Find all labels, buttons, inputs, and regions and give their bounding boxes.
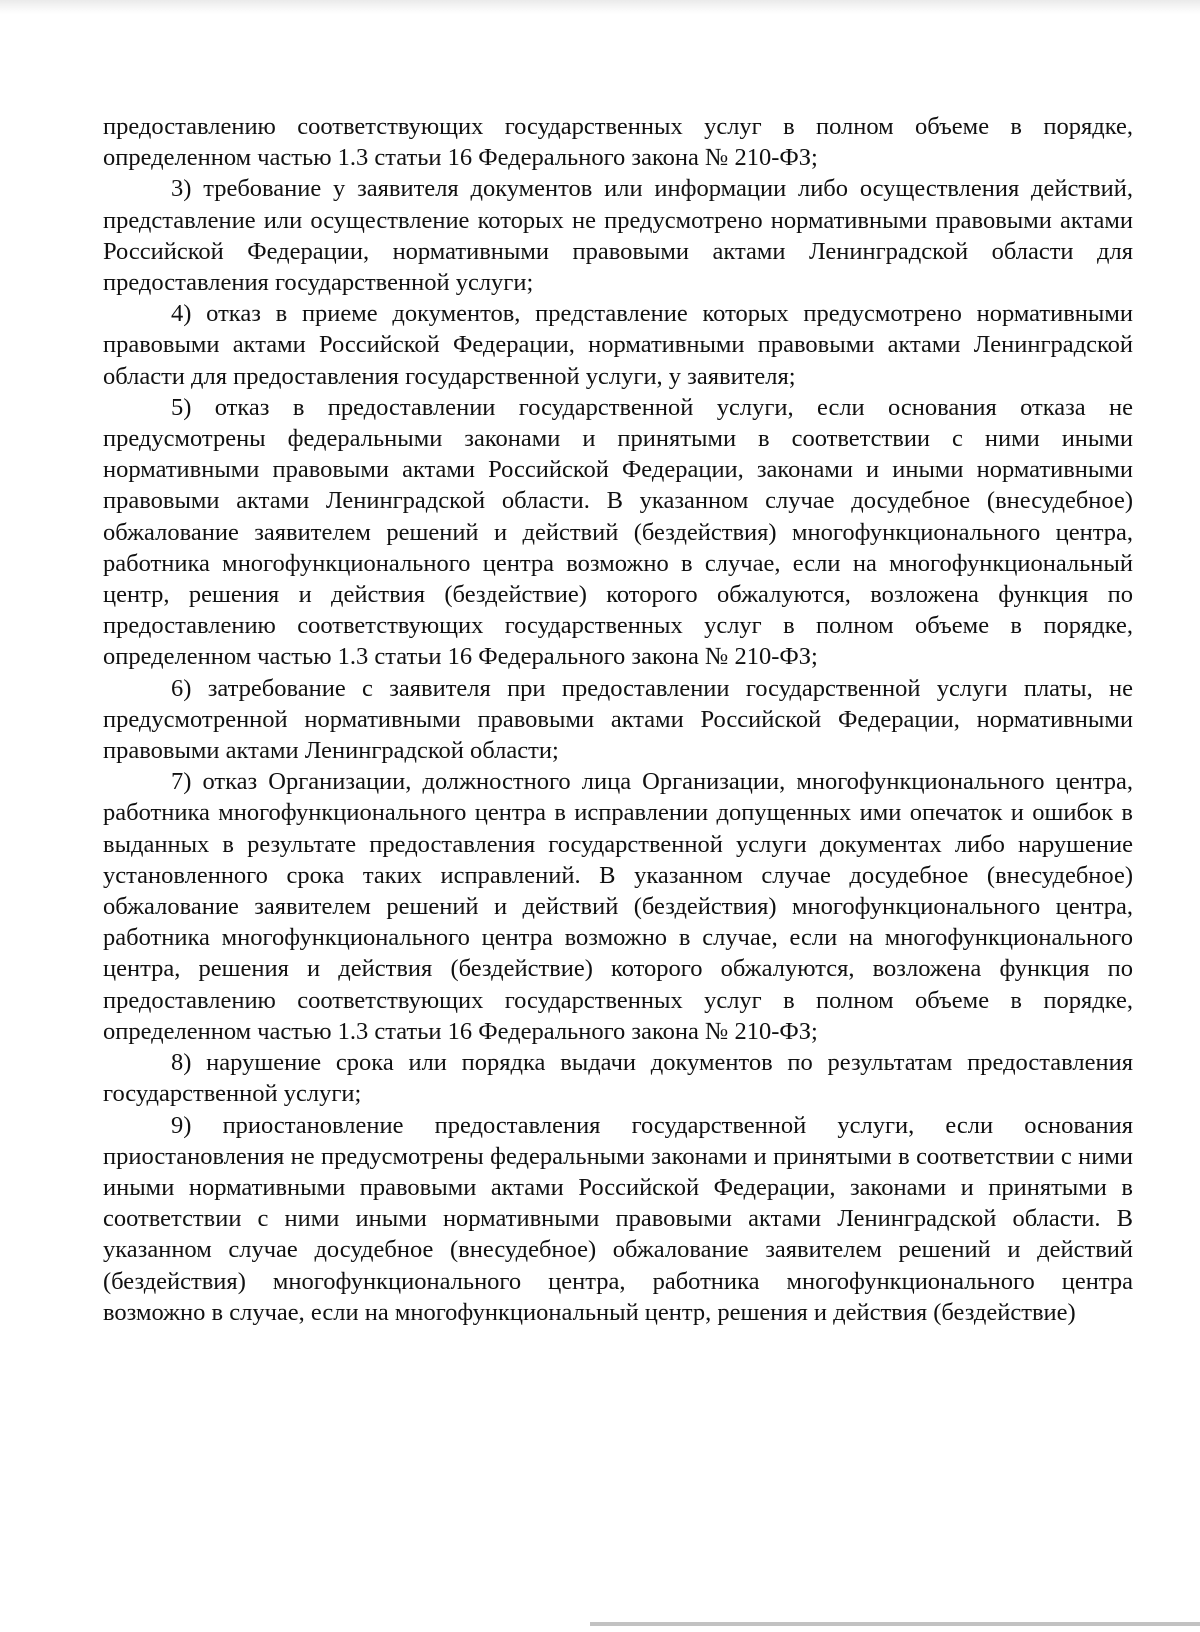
scan-bottom-edge <box>590 1622 1200 1626</box>
document-body <box>103 111 1133 1328</box>
paragraph-item-3: 3) требование у заявителя документов или информации либо осуществления действий, представление или осуществление которых не предусмотрено нормативными правовыми актами Российской Федерации, нормативными правовыми актами Ленинградской области для предоставления государственной услуги; <box>103 175 1133 297</box>
paragraph-item-9: 9) приостановление предоставления государственной услуги, если основания приостановления не предусмотрены федеральными законами и принятыми в соответствии с ними иными нормативными правовыми актами Российской Федерации, законами и принятыми в соответствии с ними иными нормативными правовыми актами Ленинградской области. В указанном случае досудебное (внесудебное) обжалование заявителем решений и действий (бездействия) многофункционального центра, работника многофункционального центра возможно в случае, если на многофункциональный центр, решения и действия (бездействие) <box>103 1111 1133 1326</box>
paragraph-item-8: 8) нарушение срока или порядка выдачи документов по результатам предоставления государственной услуги; <box>103 1049 1133 1108</box>
paragraph-item-5: 5) отказ в предоставлении государственной услуги, если основания отказа не предусмотрены федеральными законами и принятыми в соответствии с ними иными нормативными правовыми актами Российской Федерации, законами и иными нормативными правовыми актами Ленинградской области. В указанном случае досудебное (внесудебное) обжалование заявителем решений и действий (бездействия) многофункционального центра, работника многофункционального центра возможно в случае, если на многофункциональный центр, решения и действия (бездействие) которого обжалуются, возложена функция по предоставлению соответствующих государственных услуг в полном объеме в порядке, определенном частью 1.3 статьи 16 Федерального закона № 210-ФЗ; <box>103 393 1133 671</box>
paragraph-item-6: 6) затребование с заявителя при предоставлении государственной услуги платы, не предусмотренной нормативными правовыми актами Российской Федерации, нормативными правовыми актами Ленинградской области; <box>103 674 1133 765</box>
scan-top-edge <box>0 0 1200 14</box>
paragraph-continuation: предоставлению соответствующих государственных услуг в полном объеме в порядке, определенном частью 1.3 статьи 16 Федерального закона № 210-ФЗ; <box>103 113 1133 172</box>
paragraph-item-4: 4) отказ в приеме документов, представление которых предусмотрено нормативными правовыми актами Российской Федерации, нормативными правовыми актами Ленинградской области для предоставления государственной услуги, у заявителя; <box>103 300 1133 390</box>
paragraph-item-7: 7) отказ Организации, должностного лица Организации, многофункционального центра, работника многофункционального центра в исправлении допущенных ими опечаток и ошибок в выданных в результате предоставления государственной услуги документах либо нарушение установленного срока таких исправлений. В указанном случае досудебное (внесудебное) обжалование заявителем решений и действий (бездействия) многофункционального центра, работника многофункционального центра возможно в случае, если на многофункционального центра, решения и действия (бездействие) которого обжалуются, возложена функция по предоставлению соответствующих государственных услуг в полном объеме в порядке, определенном частью 1.3 статьи 16 Федерального закона № 210-ФЗ; <box>103 768 1133 1045</box>
